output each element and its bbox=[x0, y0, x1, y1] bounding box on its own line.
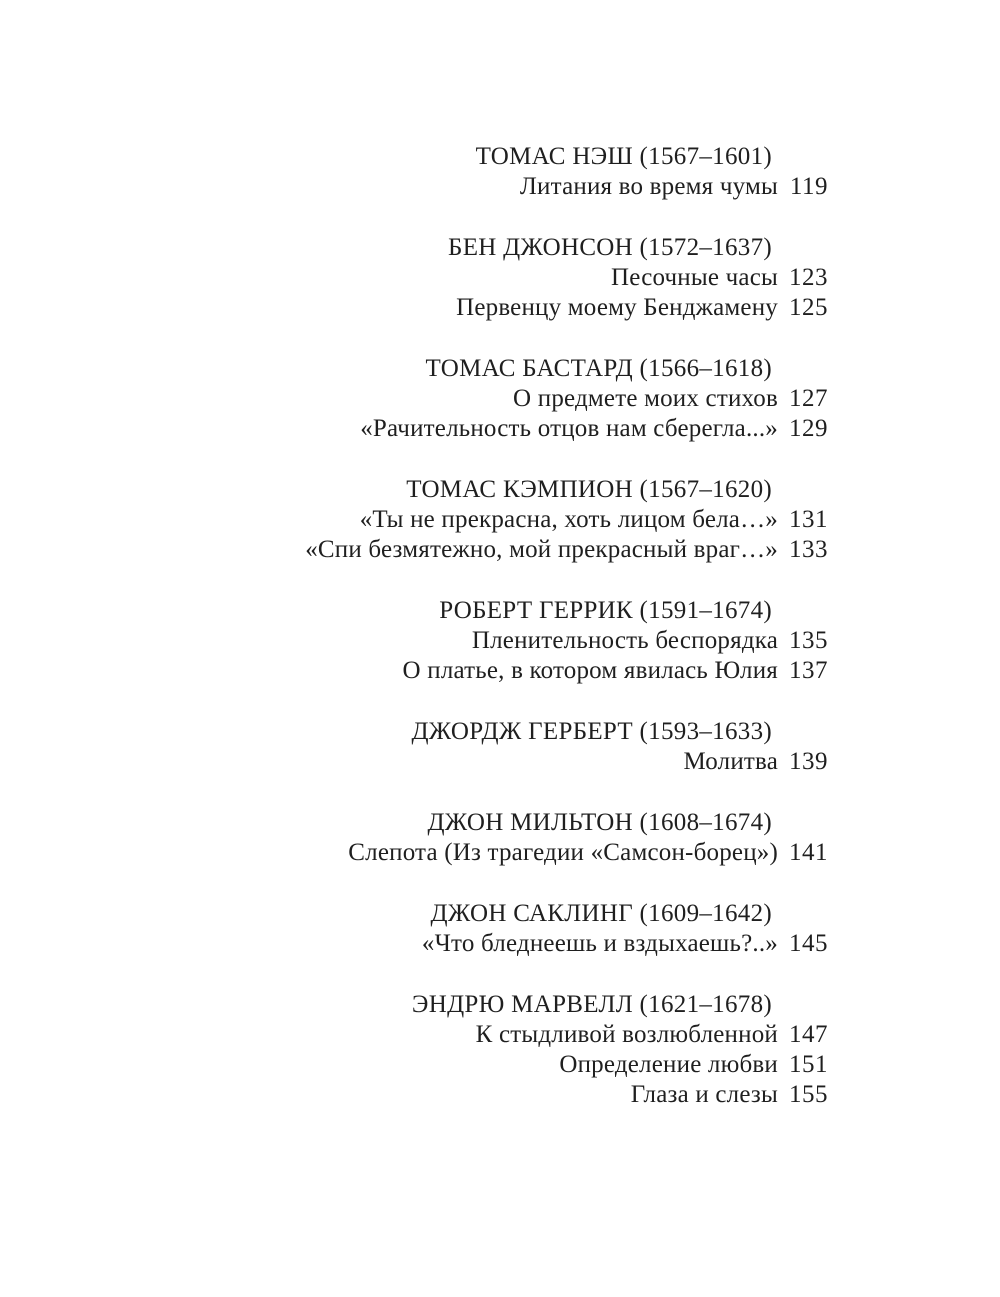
toc-entry-title: Определение любви bbox=[559, 1051, 778, 1078]
toc-entry-title: К стыдливой возлюбленной bbox=[475, 1021, 778, 1048]
toc-entry bbox=[0, 838, 828, 868]
toc-entry bbox=[0, 656, 828, 686]
toc-entry bbox=[0, 1050, 828, 1080]
toc-entry bbox=[0, 263, 828, 293]
toc-author-heading: ДЖОРДЖ ГЕРБЕРТ (1593–1633) bbox=[411, 718, 772, 745]
toc-entry bbox=[0, 535, 828, 565]
toc-entry-title: «Рачительность отцов нам сберегла...» bbox=[360, 415, 778, 442]
toc-entry-title: Первенцу моему Бенджамену bbox=[456, 294, 778, 321]
toc-author-heading: ДЖОН САКЛИНГ (1609–1642) bbox=[430, 900, 772, 927]
toc-entry-page-number: 119 bbox=[789, 173, 828, 200]
toc-entry bbox=[0, 1080, 828, 1110]
toc-entry-page-number: 155 bbox=[789, 1081, 828, 1108]
toc-entry bbox=[0, 414, 828, 444]
toc-author-heading: ЭНДРЮ МАРВЕЛЛ (1621–1678) bbox=[411, 991, 772, 1018]
toc-entry-page-number: 145 bbox=[789, 930, 828, 957]
toc-section bbox=[0, 354, 828, 444]
toc-entry-title: Слепота (Из трагедии «Самсон-борец») bbox=[348, 839, 778, 866]
toc-entry-title: О предмете моих стихов bbox=[513, 385, 778, 412]
toc-entry-page-number: 125 bbox=[789, 294, 828, 321]
toc-entry-page-number: 141 bbox=[789, 839, 828, 866]
toc-author-heading: ДЖОН МИЛЬТОН (1608–1674) bbox=[427, 809, 772, 836]
toc-entry bbox=[0, 626, 828, 656]
toc-author-heading: ТОМАС БАСТАРД (1566–1618) bbox=[425, 355, 772, 382]
toc-entry-page-number: 135 bbox=[789, 627, 828, 654]
toc-entry-page-number: 127 bbox=[789, 385, 828, 412]
toc-author-heading: РОБЕРТ ГЕРРИК (1591–1674) bbox=[439, 597, 772, 624]
toc-entry-page-number: 147 bbox=[789, 1021, 828, 1048]
toc-entry-page-number: 137 bbox=[789, 657, 828, 684]
toc-entry bbox=[0, 505, 828, 535]
toc-author-heading: БЕН ДЖОНСОН (1572–1637) bbox=[448, 234, 772, 261]
toc-entry-page-number: 131 bbox=[789, 506, 828, 533]
toc-entry-page-number: 129 bbox=[789, 415, 828, 442]
toc-author-heading: ТОМАС НЭШ (1567–1601) bbox=[475, 143, 772, 170]
toc-entry-page-number: 123 bbox=[789, 264, 828, 291]
toc-section bbox=[0, 899, 828, 959]
toc-author-heading: ТОМАС КЭМПИОН (1567–1620) bbox=[406, 476, 772, 503]
toc-entry bbox=[0, 384, 828, 414]
toc-entry-title: Глаза и слезы bbox=[630, 1081, 778, 1108]
toc-entry-title: Песочные часы bbox=[611, 264, 778, 291]
toc-entry bbox=[0, 747, 828, 777]
toc-section bbox=[0, 717, 828, 777]
toc-entry-title: Молитва bbox=[683, 748, 778, 775]
toc-entry-title: О платье, в котором явилась Юлия bbox=[402, 657, 778, 684]
toc-entry bbox=[0, 929, 828, 959]
toc-section bbox=[0, 596, 828, 686]
toc-entry bbox=[0, 172, 828, 202]
toc-entry-title: «Что бледнеешь и вздыхаешь?..» bbox=[421, 930, 778, 957]
toc-section bbox=[0, 808, 828, 868]
toc-entry-page-number: 151 bbox=[789, 1051, 828, 1078]
toc-entry-title: Литания во время чумы bbox=[519, 173, 778, 200]
toc-entry-title: «Спи безмятежно, мой прекрасный враг…» bbox=[305, 536, 778, 563]
toc-entry-title: «Ты не прекрасна, хоть лицом бела…» bbox=[359, 506, 778, 533]
toc-section bbox=[0, 142, 828, 202]
toc-entry-page-number: 133 bbox=[789, 536, 828, 563]
table-of-contents bbox=[0, 142, 828, 1110]
toc-entry-title: Пленительность беспорядка bbox=[471, 627, 778, 654]
toc-section bbox=[0, 475, 828, 565]
toc-section bbox=[0, 990, 828, 1110]
toc-entry bbox=[0, 293, 828, 323]
toc-entry-page-number: 139 bbox=[789, 748, 828, 775]
toc-section bbox=[0, 233, 828, 323]
toc-entry bbox=[0, 1020, 828, 1050]
